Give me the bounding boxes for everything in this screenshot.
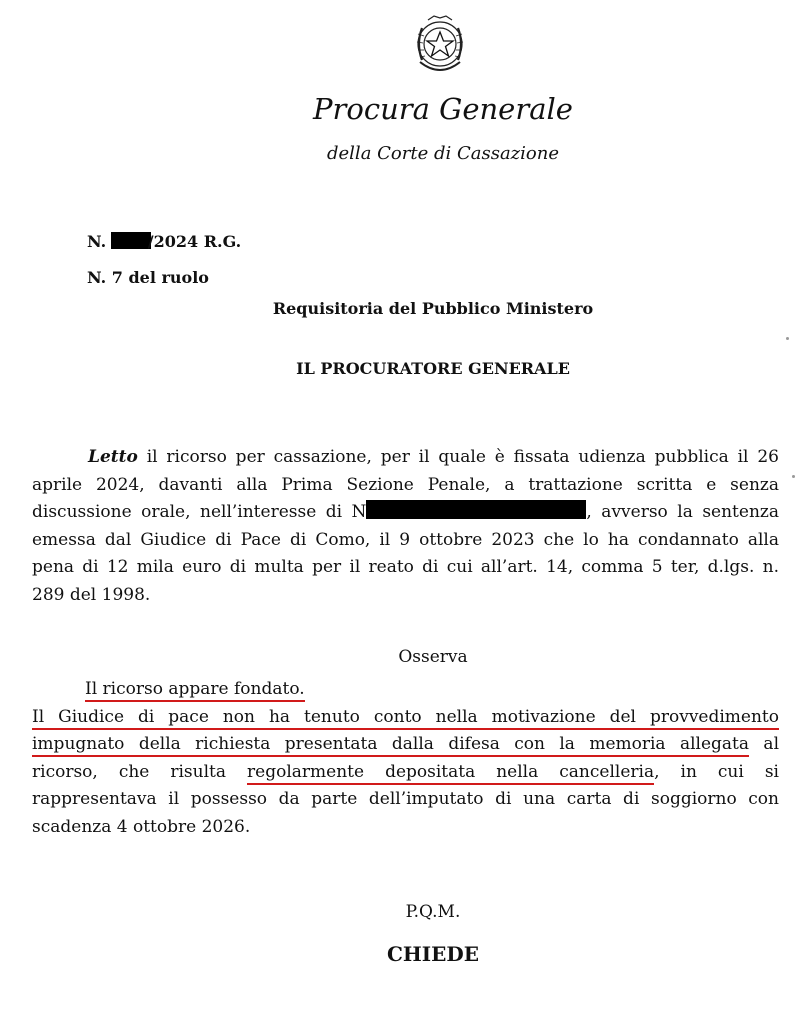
lead-word: Letto bbox=[88, 447, 138, 467]
document-subtitle: della Corte di Cassazione bbox=[327, 143, 559, 164]
underlined-phrase: Il Giudice di pace non ha tenuto conto nella motivazione del provvedimento bbox=[32, 707, 779, 730]
scan-speck bbox=[786, 337, 789, 340]
case-rg-number: N. /2024 R.G. bbox=[87, 232, 242, 251]
redaction-box bbox=[111, 232, 151, 249]
italian-republic-emblem-icon bbox=[408, 10, 472, 82]
authority-heading: IL PROCURATORE GENERALE bbox=[296, 359, 570, 378]
premise-paragraph: Letto il ricorso per cassazione, per il quale è fissata udienza pubblica il 26 aprile 2024, davanti alla Prima Sezione Penale, a trattazione scritta e senza discussione orale, nell’interesse di N , avverso la sentenza emessa dal Giudice di Pace di Como, il 9 ottobre 2023 che lo ha condannato alla pena di 12 mila euro di multa per il reato di cui all’art. 14, comma 5 ter, d.lgs. n. 289 del 1998. bbox=[32, 447, 779, 605]
document-type: Requisitoria del Pubblico Ministero bbox=[272, 299, 594, 318]
scan-speck bbox=[792, 475, 795, 478]
underlined-phrase: regolarmente depositata nella cancelleria bbox=[247, 762, 654, 785]
pqm-heading: P.Q.M. bbox=[405, 902, 461, 922]
underlined-phrase: impugnato della richiesta presentata dalla difesa con la memoria allegata bbox=[32, 734, 749, 757]
redaction-box bbox=[366, 500, 586, 519]
document-title: Procura Generale bbox=[313, 92, 573, 126]
underlined-phrase: Il ricorso appare fondato. bbox=[85, 679, 305, 702]
observations-heading: Osserva bbox=[398, 647, 468, 667]
observations-paragraph: Il ricorso appare fondato. Il Giudice di pace non ha tenuto conto nella motivazione del provvedimento impugnato della richiesta presentata dalla difesa con la memoria allegata al ricorso, che risulta regolarmente depositata nella cancelleria, in cui si rappresentava il possesso da parte dell’imputato di una carta di soggiorno con scadenza 4 ottobre 2026. bbox=[32, 679, 779, 837]
case-ruolo: N. 7 del ruolo bbox=[87, 268, 209, 287]
request-heading: CHIEDE bbox=[386, 942, 479, 966]
